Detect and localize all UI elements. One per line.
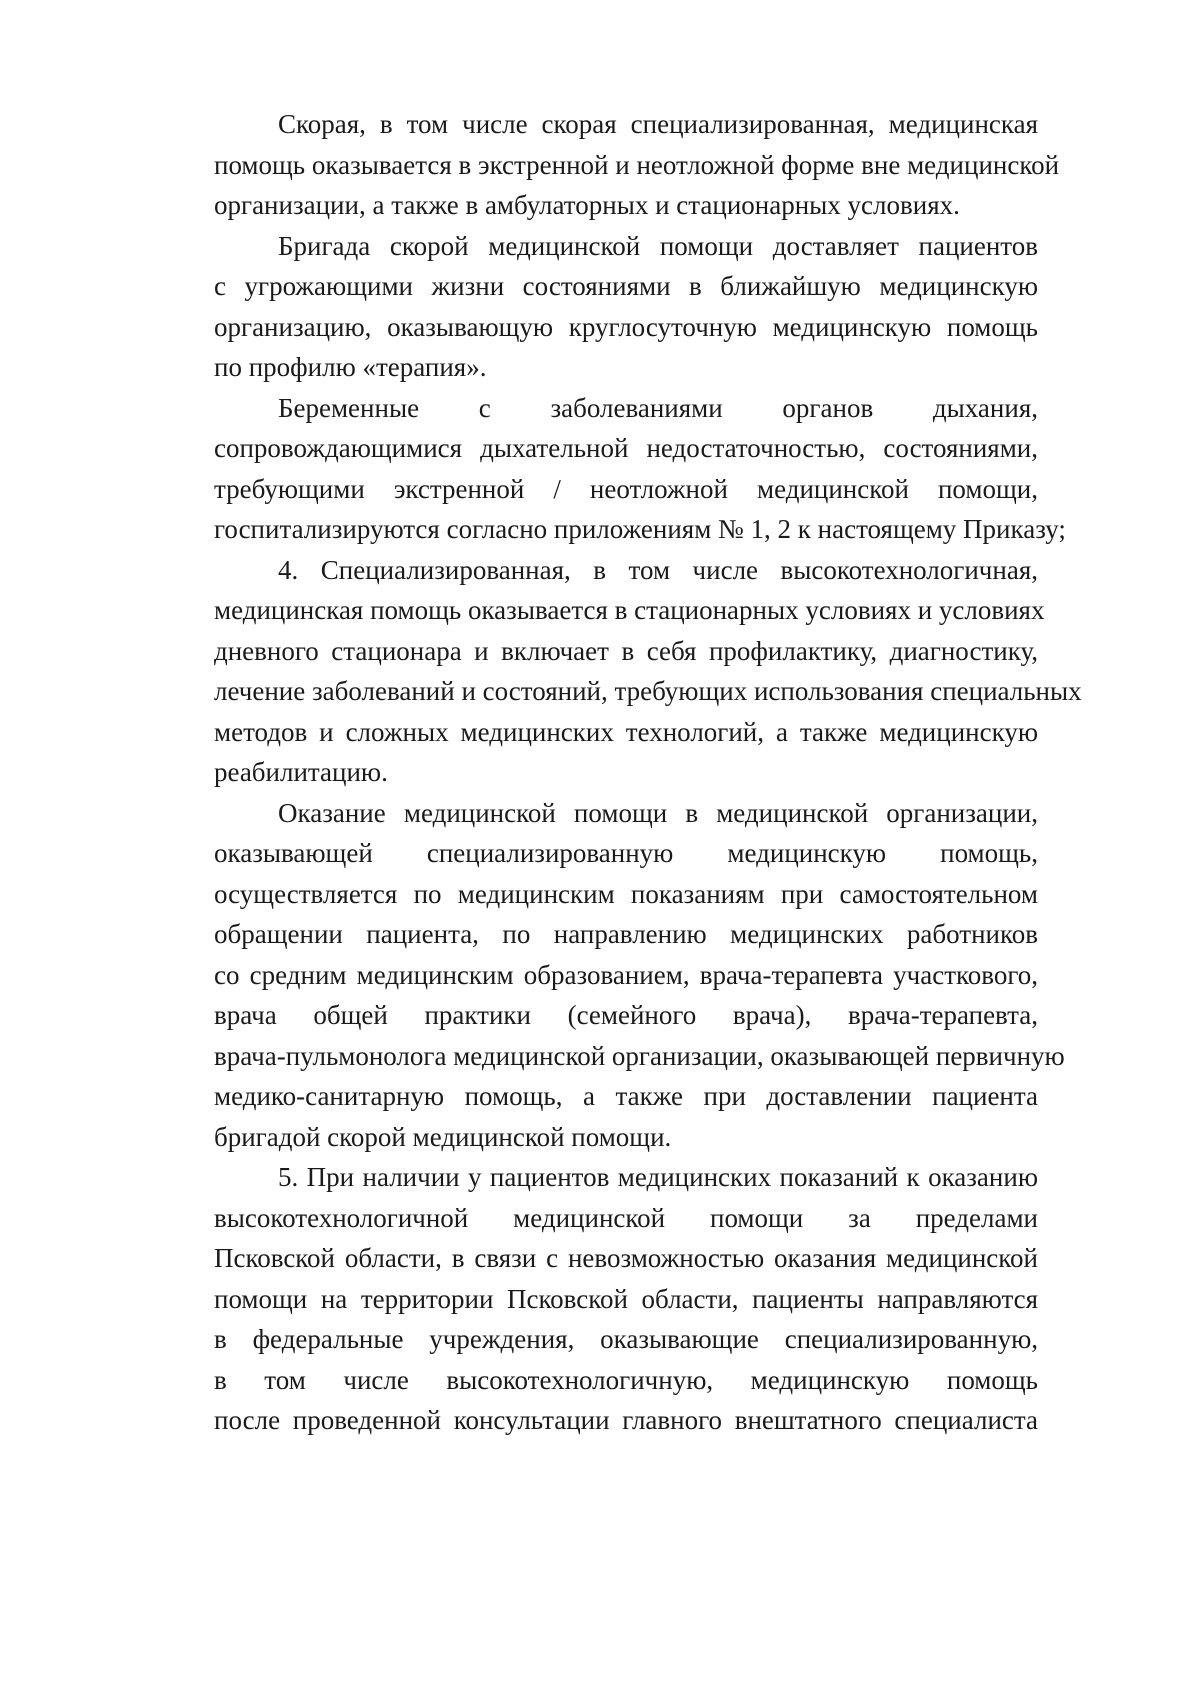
text-line: по профилю «терапия». (214, 352, 487, 382)
text-line: врача-пульмонолога медицинской организации, оказывающей первичную (214, 1040, 1065, 1071)
text-line: сопровождающимися дыхательной недостаточностью, состояниями, (214, 433, 1038, 463)
text-line: с угрожающими жизни состояниями в ближайшую медицинскую (214, 271, 1038, 301)
text-line: Псковской области, в связи с невозможностью оказания медицинской (214, 1243, 1038, 1273)
text-line: медицинская помощь оказывается в стационарных условиях и условиях (214, 595, 1045, 625)
paragraph-emergency-care (150, 104, 1060, 226)
text-line: обращении пациента, по направлению медицинских работников (214, 919, 1038, 949)
text-line: Оказание медицинской помощи в медицинской организации, (278, 797, 1038, 828)
text-line: высокотехнологичной медицинской помощи за пределами (214, 1202, 1038, 1233)
text-line: осуществляется по медицинским показаниям при самостоятельном (214, 878, 1038, 909)
text-line: Скорая, в том числе скорая специализированная, медицинская (278, 109, 1038, 139)
text-line: организации, а также в амбулаторных и стационарных условиях. (214, 190, 960, 220)
paragraph-care-provision (150, 793, 1065, 1158)
text-line: со средним медицинским образованием, врача-терапевта участкового, (214, 959, 1038, 990)
paragraph-item-4-specialized-care (150, 550, 1082, 793)
paragraph-item-5-high-tech-care (150, 1157, 1038, 1441)
text-line: дневного стационара и включает в себя профилактику, диагностику, (214, 635, 1038, 666)
text-line: Бригада скорой медицинской помощи доставляет пациентов (278, 230, 1038, 261)
text-line: в федеральные учреждения, оказывающие специализированную, (214, 1324, 1038, 1354)
text-line: врача общей практики (семейного врача), врача-терапевта, (214, 1000, 1038, 1030)
text-line: Беременные с заболеваниями органов дыхания, (278, 392, 1038, 423)
text-line: в том числе высокотехнологичную, медицинскую помощь (214, 1364, 1038, 1395)
paragraph-ambulance-team (150, 226, 1038, 388)
text-line: лечение заболеваний и состояний, требующих использования специальных (214, 676, 1082, 706)
text-line: методов и сложных медицинских технологий, а также медицинскую (214, 716, 1038, 747)
text-line: помощи на территории Псковской области, пациенты направляются (214, 1283, 1038, 1314)
text-line: оказывающей специализированную медицинскую помощь, (214, 838, 1038, 868)
text-line: медико-санитарную помощь, а также при доставлении пациента (214, 1081, 1038, 1111)
text-line: 4. Специализированная, в том числе высокотехнологичная, (278, 554, 1038, 585)
document-body (150, 104, 1082, 1441)
text-line: требующими экстренной / неотложной медицинской помощи, (214, 473, 1038, 504)
text-line: помощь оказывается в экстренной и неотложной форме вне медицинской (214, 149, 1060, 180)
paragraph-pregnant-patients (150, 388, 1066, 550)
text-line: 5. При наличии у пациентов медицинских показаний к оказанию (278, 1162, 1038, 1192)
text-line: после проведенной консультации главного внештатного специалиста (214, 1405, 1038, 1435)
text-line: бригадой скорой медицинской помощи. (214, 1121, 672, 1152)
text-line: организацию, оказывающую круглосуточную медицинскую помощь (214, 311, 1038, 342)
text-line: госпитализируются согласно приложениям № 1, 2 к настоящему Приказу; (214, 514, 1066, 544)
text-line: реабилитацию. (214, 757, 388, 787)
